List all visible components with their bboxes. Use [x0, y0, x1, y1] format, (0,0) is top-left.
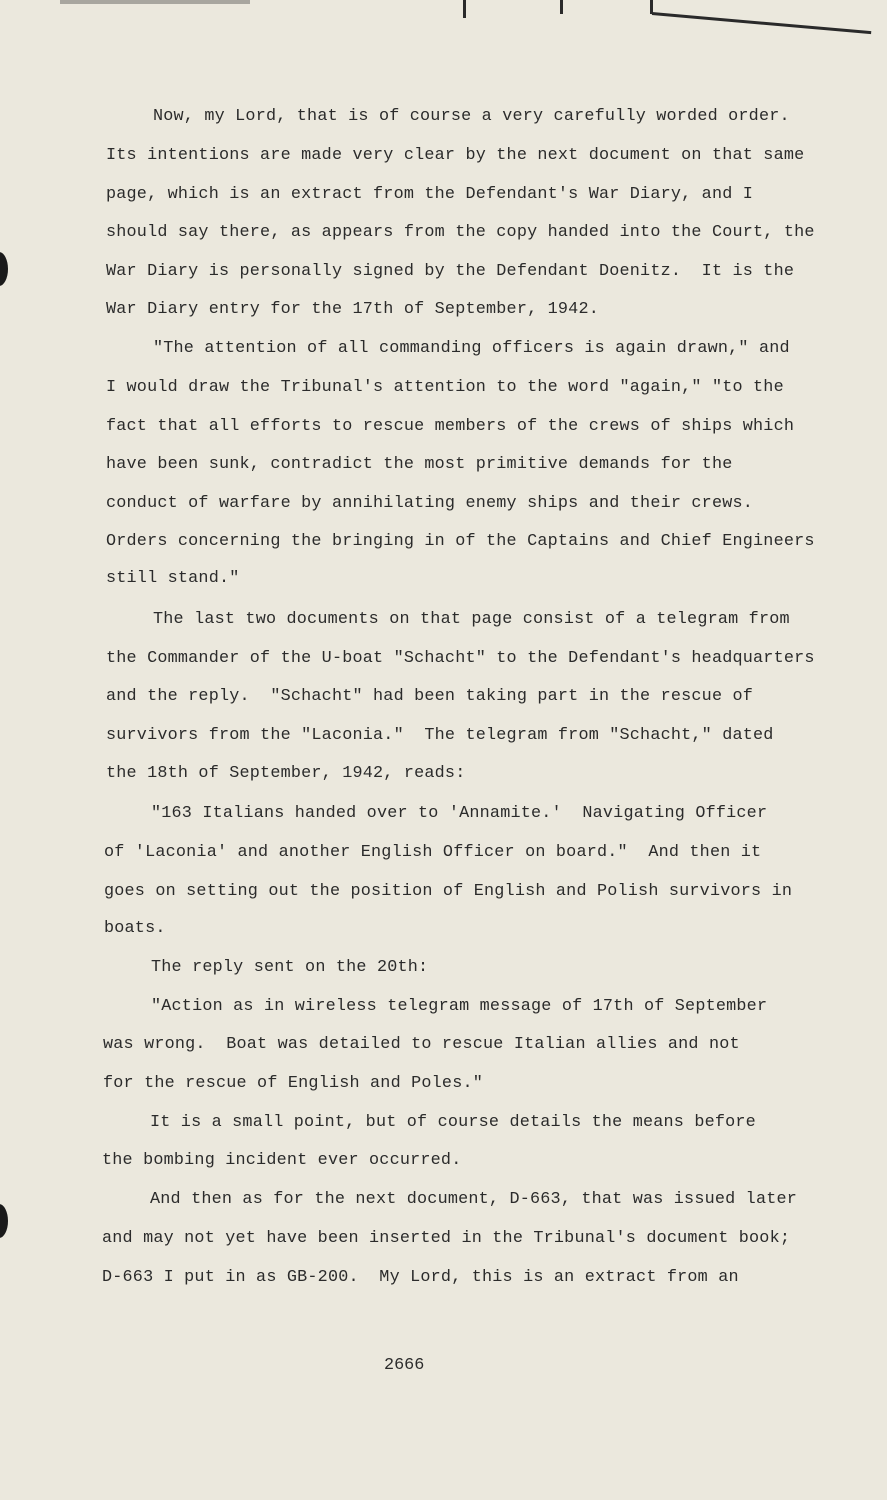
text-line: "163 Italians handed over to 'Annamite.' Navigating Officer — [151, 804, 768, 823]
text-line: War Diary entry for the 17th of September, 1942. — [106, 300, 599, 319]
text-line: Now, my Lord, that is of course a very carefully worded order. — [153, 107, 790, 126]
text-line: the Commander of the U-boat "Schacht" to the Defendant's headquarters — [106, 649, 815, 668]
text-line: and the reply. "Schacht" had been taking part in the rescue of — [106, 687, 754, 706]
text-line: and may not yet have been inserted in the Tribunal's document book; — [102, 1229, 791, 1248]
text-line: I would draw the Tribunal's attention to the word "again," "to the — [106, 378, 784, 397]
page-number: 2666 — [384, 1356, 425, 1375]
text-line: have been sunk, contradict the most primitive demands for the — [106, 455, 733, 474]
text-line: D-663 I put in as GB-200. My Lord, this is an extract from an — [102, 1268, 739, 1287]
text-line: still stand." — [106, 569, 240, 588]
text-line: of 'Laconia' and another English Officer on board." And then it — [104, 843, 762, 862]
text-line: the bombing incident ever occurred. — [102, 1151, 462, 1170]
text-line: It is a small point, but of course details the means before — [150, 1113, 756, 1132]
text-line: Its intentions are made very clear by the next document on that same — [106, 146, 805, 165]
punch-hole — [0, 1204, 8, 1238]
text-line: "The attention of all commanding officers is again drawn," and — [153, 339, 790, 358]
text-line: Orders concerning the bringing in of the Captains and Chief Engineers — [106, 532, 815, 551]
text-line: the 18th of September, 1942, reads: — [106, 764, 466, 783]
text-line: page, which is an extract from the Defendant's War Diary, and I — [106, 185, 754, 204]
text-line: was wrong. Boat was detailed to rescue Italian allies and not — [103, 1035, 740, 1054]
top-mark — [652, 12, 871, 34]
text-line: fact that all efforts to rescue members of the crews of ships which — [106, 417, 795, 436]
text-line: "Action as in wireless telegram message of 17th of September — [151, 997, 768, 1016]
text-line: should say there, as appears from the copy handed into the Court, the — [106, 223, 815, 242]
text-line: And then as for the next document, D-663, that was issued later — [150, 1190, 798, 1209]
text-line: survivors from the "Laconia." The telegram from "Schacht," dated — [106, 726, 774, 745]
top-edge-marks — [0, 0, 887, 20]
text-line: conduct of warfare by annihilating enemy ships and their crews. — [106, 494, 754, 513]
top-mark — [60, 0, 250, 4]
text-line: for the rescue of English and Poles." — [103, 1074, 484, 1093]
top-mark — [560, 0, 563, 14]
text-line: boats. — [104, 919, 166, 938]
text-line: War Diary is personally signed by the Defendant Doenitz. It is the — [106, 262, 795, 281]
text-line: goes on setting out the position of English and Polish survivors in — [104, 882, 793, 901]
top-mark — [463, 0, 466, 18]
text-line: The reply sent on the 20th: — [151, 958, 429, 977]
punch-hole — [0, 252, 8, 286]
text-line: The last two documents on that page consist of a telegram from — [153, 610, 790, 629]
